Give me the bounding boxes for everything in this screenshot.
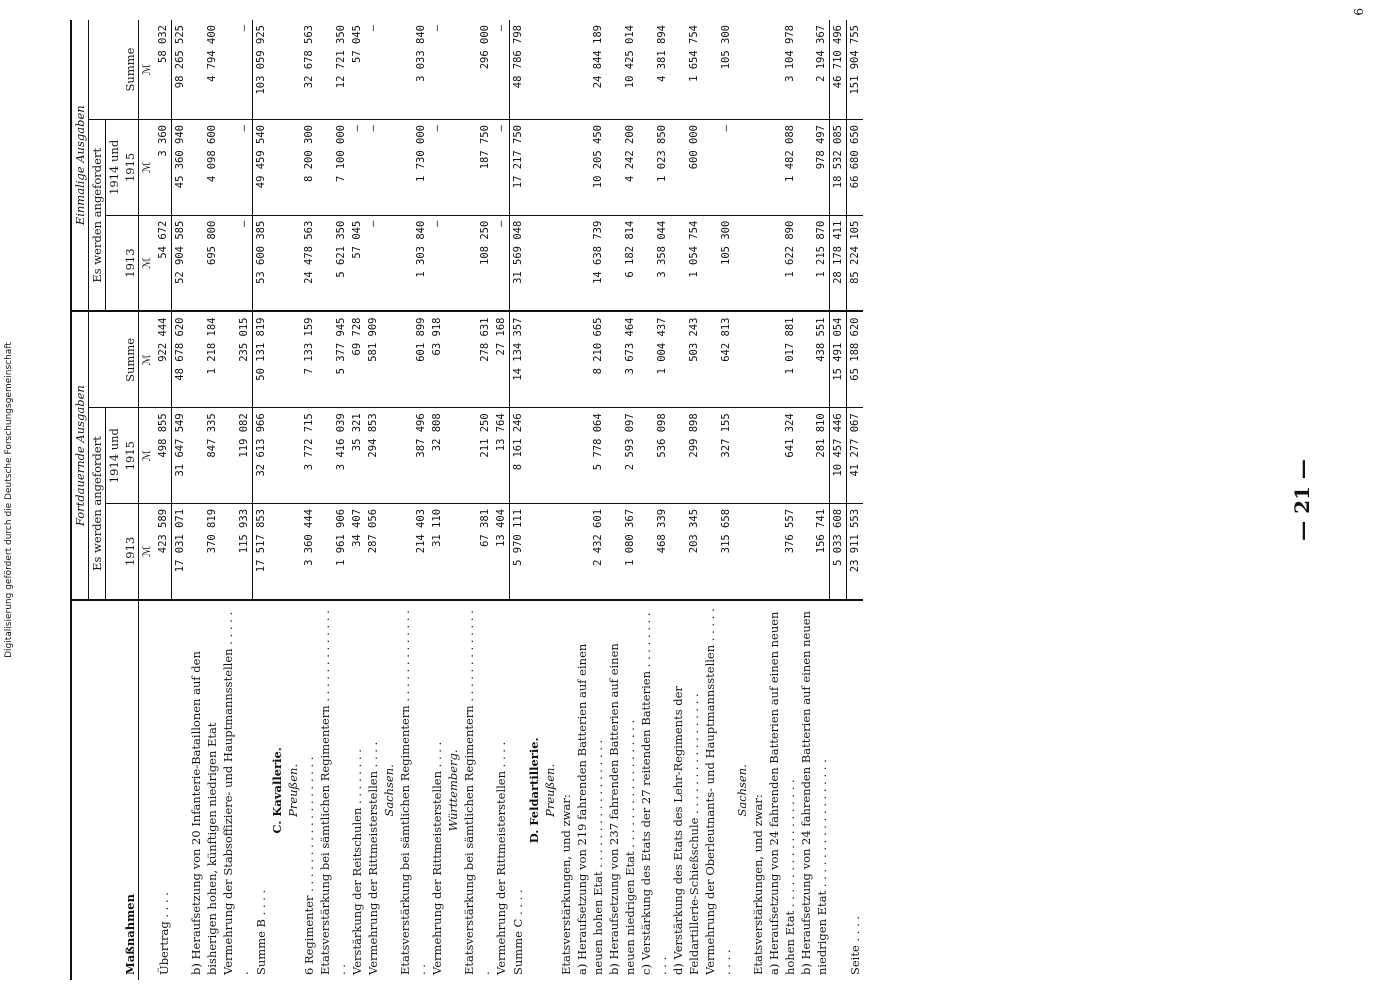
row-value: 18 532 085 bbox=[830, 120, 847, 216]
row-value bbox=[269, 215, 285, 311]
row-value: 601 899 bbox=[397, 312, 429, 408]
row-value: 24 844 189 bbox=[574, 20, 606, 120]
rotated-page bbox=[40, 0, 1366, 1000]
row-value bbox=[445, 20, 461, 120]
row-value: 156 741 bbox=[798, 503, 830, 599]
row-value: 3 033 840 bbox=[397, 20, 429, 120]
row-label: Preußen. bbox=[542, 763, 557, 817]
row-value: — bbox=[493, 215, 510, 311]
row-value: 32 678 563 bbox=[301, 20, 317, 120]
row-label: Übertrag . . . . bbox=[156, 892, 171, 975]
row-value: 69 728 bbox=[349, 312, 365, 408]
table-row bbox=[526, 20, 542, 980]
row-value: 49 459 540 bbox=[252, 120, 269, 216]
row-value bbox=[750, 312, 766, 408]
header-massnahmen: Maßnahmen bbox=[71, 600, 139, 980]
row-value: 34 407 bbox=[349, 503, 365, 599]
row-value bbox=[734, 215, 750, 311]
row-value: 1 654 754 bbox=[670, 20, 702, 120]
row-value: 53 600 385 bbox=[252, 215, 269, 311]
unit-4: ℳ bbox=[139, 215, 156, 311]
table-row bbox=[638, 20, 670, 980]
header-1913-2: 1913 bbox=[106, 215, 139, 311]
row-label: D. Feldartillerie. bbox=[526, 737, 541, 844]
row-value: 50 131 819 bbox=[252, 312, 269, 408]
row-value: 23 911 553 bbox=[847, 503, 864, 599]
row-label: Vermehrung der Rittmeisterstellen . . . . bbox=[365, 741, 380, 975]
row-value: 695 800 bbox=[188, 215, 220, 311]
row-value: 642 813 bbox=[702, 312, 734, 408]
header-1914-2: 1914 und 1915 bbox=[106, 120, 139, 216]
row-value: — bbox=[493, 120, 510, 216]
table-row bbox=[349, 20, 365, 980]
row-value: — bbox=[429, 215, 445, 311]
row-value bbox=[526, 408, 542, 504]
row-value: 1 080 367 bbox=[606, 503, 638, 599]
row-value: 294 853 bbox=[365, 408, 381, 504]
row-value: 3 360 444 bbox=[301, 503, 317, 599]
row-value: 7 100 000 bbox=[317, 120, 349, 216]
row-value: — bbox=[429, 120, 445, 216]
row-value: 45 360 940 bbox=[172, 120, 189, 216]
row-value: — bbox=[365, 120, 381, 216]
row-value bbox=[750, 120, 766, 216]
row-value bbox=[526, 215, 542, 311]
table-row bbox=[285, 20, 301, 980]
row-value: — bbox=[220, 215, 252, 311]
row-value: 214 403 bbox=[397, 503, 429, 599]
row-value: 503 243 bbox=[670, 312, 702, 408]
row-value bbox=[542, 408, 558, 504]
row-value: 468 339 bbox=[638, 503, 670, 599]
row-value: 31 569 048 bbox=[509, 215, 526, 311]
row-value bbox=[381, 20, 397, 120]
row-value bbox=[269, 503, 285, 599]
row-value: — bbox=[365, 215, 381, 311]
table-row bbox=[542, 20, 558, 980]
row-value bbox=[269, 20, 285, 120]
row-value bbox=[445, 408, 461, 504]
row-value: 299 898 bbox=[670, 408, 702, 504]
row-value: 581 909 bbox=[365, 312, 381, 408]
row-value: 105 300 bbox=[702, 20, 734, 120]
row-value: 35 321 bbox=[349, 408, 365, 504]
row-value bbox=[526, 312, 542, 408]
header-einmalige: Einmalige Ausgaben bbox=[71, 20, 89, 312]
row-value: 3 360 bbox=[155, 120, 172, 216]
row-label: Summe B . . . . bbox=[253, 889, 268, 975]
row-value: 54 672 bbox=[155, 215, 172, 311]
row-value: 2 194 367 bbox=[798, 20, 830, 120]
table-row bbox=[670, 20, 702, 980]
row-value bbox=[285, 408, 301, 504]
header-summe-2: Summe bbox=[89, 20, 139, 120]
row-value: 17 217 750 bbox=[509, 120, 526, 216]
row-label: Seite . . . . bbox=[848, 915, 862, 975]
row-label: c) Verstärkung des Etats der 27 reitenden Batterien . . . . . . . . . . . bbox=[638, 612, 669, 975]
row-label: a) Heraufsetzung von 24 fahrenden Batterien auf einen neuen hohen Etat . . . . . . . . . . . . . . . . . . bbox=[766, 611, 797, 975]
row-value: 600 000 bbox=[670, 120, 702, 216]
row-label: Summe C . . . . bbox=[510, 889, 525, 975]
row-label: Etatsverstärkungen, und zwar: bbox=[558, 794, 573, 975]
row-value: 847 335 bbox=[188, 408, 220, 504]
row-value: 498 855 bbox=[155, 408, 172, 504]
row-value bbox=[285, 503, 301, 599]
table-row bbox=[702, 20, 734, 980]
row-value: 57 045 bbox=[349, 20, 365, 120]
row-value: 151 904 755 bbox=[847, 20, 864, 120]
header-1914-1: 1914 und 1915 bbox=[106, 408, 139, 504]
row-value: 2 593 097 bbox=[606, 408, 638, 504]
row-value: 4 098 600 bbox=[188, 120, 220, 216]
row-value: 296 000 bbox=[461, 20, 493, 120]
row-value: 4 242 200 bbox=[606, 120, 638, 216]
unit-1: ℳ bbox=[139, 503, 156, 599]
row-label: Etatsverstärkung bei sämtlichen Regimentern . . . . . . . . . . . . . . . bbox=[397, 610, 428, 975]
row-value bbox=[542, 503, 558, 599]
row-value bbox=[269, 120, 285, 216]
unit-3: ℳ bbox=[139, 312, 156, 408]
row-value: 5 778 064 bbox=[574, 408, 606, 504]
row-value: 67 381 bbox=[461, 503, 493, 599]
row-label: Etatsverstärkungen, und zwar: bbox=[750, 794, 765, 975]
row-value: 31 110 bbox=[429, 503, 445, 599]
row-value: — bbox=[220, 120, 252, 216]
row-value bbox=[558, 120, 574, 216]
row-value: 5 377 945 bbox=[317, 312, 349, 408]
row-value: 13 404 bbox=[493, 503, 510, 599]
row-value: 13 764 bbox=[493, 408, 510, 504]
row-value: 41 277 067 bbox=[847, 408, 864, 504]
table-row bbox=[252, 20, 269, 980]
row-value bbox=[558, 312, 574, 408]
row-value: 376 557 bbox=[766, 503, 798, 599]
row-value bbox=[285, 312, 301, 408]
unit-5: ℳ bbox=[139, 120, 156, 216]
row-value bbox=[750, 503, 766, 599]
row-value bbox=[734, 120, 750, 216]
table-row bbox=[445, 20, 461, 980]
row-value: 1 961 906 bbox=[317, 503, 349, 599]
row-value: 24 478 563 bbox=[301, 215, 317, 311]
row-value: 98 265 525 bbox=[172, 20, 189, 120]
row-value: 1 023 850 bbox=[638, 120, 670, 216]
row-value: 28 178 411 bbox=[830, 215, 847, 311]
row-label: Vermehrung der Stabsoffiziere- und Hauptmannsstellen . . . . . . bbox=[221, 611, 251, 975]
row-value bbox=[734, 408, 750, 504]
row-value bbox=[558, 215, 574, 311]
row-value: 1 622 890 bbox=[766, 215, 798, 311]
row-value: 65 188 620 bbox=[847, 312, 864, 408]
table-row bbox=[269, 20, 285, 980]
table-row bbox=[798, 20, 830, 980]
row-value: 3 104 978 bbox=[766, 20, 798, 120]
row-label: a) Heraufsetzung von 219 fahrenden Batterien auf einen neuen hohen Etat . . . . . . . . . . . . . . . . . . bbox=[574, 643, 605, 975]
row-value: 10 457 446 bbox=[830, 408, 847, 504]
table-row bbox=[847, 20, 864, 980]
table-row bbox=[429, 20, 445, 980]
footer-text: Digitalisierung gefördert durch die Deutsche Forschungsgemeinschaft bbox=[4, 342, 14, 658]
row-value bbox=[734, 312, 750, 408]
row-value: 327 155 bbox=[702, 408, 734, 504]
row-value: 85 224 105 bbox=[847, 215, 864, 311]
row-label: Sachsen. bbox=[381, 764, 396, 817]
row-value: 1 004 437 bbox=[638, 312, 670, 408]
table-row bbox=[188, 20, 220, 980]
row-value: 5 621 350 bbox=[317, 215, 349, 311]
row-label bbox=[172, 600, 189, 980]
sheet-mark: 6 bbox=[1352, 8, 1366, 16]
row-value: 8 200 300 bbox=[301, 120, 317, 216]
row-value: 8 210 665 bbox=[574, 312, 606, 408]
row-label bbox=[830, 600, 847, 980]
row-value: 3 416 039 bbox=[317, 408, 349, 504]
table-row bbox=[301, 20, 317, 980]
row-label: b) Heraufsetzung von 24 fahrenden Batterien auf einen neuen niedrigen Etat . . . . . . . . . . . . . . . . . . bbox=[798, 611, 829, 975]
row-value: 8 161 246 bbox=[509, 408, 526, 504]
row-value: 32 808 bbox=[429, 408, 445, 504]
row-value bbox=[734, 20, 750, 120]
row-label: Etatsverstärkung bei sämtlichen Regimentern . . . . . . . . . . . . . . bbox=[461, 610, 492, 975]
row-value bbox=[750, 408, 766, 504]
row-value: 3 772 715 bbox=[301, 408, 317, 504]
row-value: — bbox=[493, 20, 510, 120]
row-value: — bbox=[429, 20, 445, 120]
row-value: 48 786 798 bbox=[509, 20, 526, 120]
row-value: 922 444 bbox=[155, 312, 172, 408]
row-value bbox=[558, 20, 574, 120]
table-row bbox=[606, 20, 638, 980]
row-value bbox=[445, 120, 461, 216]
row-value bbox=[445, 215, 461, 311]
row-value bbox=[381, 120, 397, 216]
row-value: 281 810 bbox=[798, 408, 830, 504]
header-angefordert-2: Es werden angefordert bbox=[89, 120, 106, 312]
table-row bbox=[155, 20, 172, 980]
row-value bbox=[445, 312, 461, 408]
table-row bbox=[493, 20, 510, 980]
row-value: 5 970 111 bbox=[509, 503, 526, 599]
row-label: C. Kavallerie. bbox=[269, 747, 284, 834]
row-value bbox=[445, 503, 461, 599]
row-value bbox=[750, 215, 766, 311]
header-fortdauernde: Fortdauernde Ausgaben bbox=[71, 312, 89, 600]
row-value: 3 358 044 bbox=[638, 215, 670, 311]
row-value: — bbox=[702, 120, 734, 216]
row-value bbox=[285, 120, 301, 216]
row-value bbox=[526, 20, 542, 120]
row-value: — bbox=[365, 20, 381, 120]
table-row bbox=[172, 20, 189, 980]
row-value: 66 680 650 bbox=[847, 120, 864, 216]
row-value: 6 182 814 bbox=[606, 215, 638, 311]
row-value: 278 631 bbox=[461, 312, 493, 408]
row-value: 17 517 853 bbox=[252, 503, 269, 599]
row-label: b) Heraufsetzung von 20 Infanterie-Bataillonen auf den bisherigen hohen, künftigen niedrigen Etat bbox=[189, 651, 219, 975]
row-value bbox=[381, 503, 397, 599]
row-value: 103 059 925 bbox=[252, 20, 269, 120]
row-value: 15 491 054 bbox=[830, 312, 847, 408]
row-value: 58 032 bbox=[155, 20, 172, 120]
row-value: 536 098 bbox=[638, 408, 670, 504]
row-value: 3 673 464 bbox=[606, 312, 638, 408]
row-value: 4 794 400 bbox=[188, 20, 220, 120]
header-summe-1: Summe bbox=[89, 312, 139, 408]
row-value: 1 054 754 bbox=[670, 215, 702, 311]
row-value: — bbox=[349, 120, 365, 216]
table-row bbox=[750, 20, 766, 980]
table-row bbox=[397, 20, 429, 980]
row-label: d) Verstärkung des Etats des Lehr-Regiments der Feldartillerie-Schießschule . . . . . . . . . . . . . . . . . bbox=[670, 686, 701, 975]
row-value: 115 933 bbox=[220, 503, 252, 599]
row-value bbox=[542, 20, 558, 120]
row-value: 27 168 bbox=[493, 312, 510, 408]
row-value bbox=[285, 20, 301, 120]
row-value bbox=[526, 120, 542, 216]
row-label: Vermehrung der Rittmeisterstellen . . . . bbox=[494, 741, 508, 975]
header-angefordert-1: Es werden angefordert bbox=[89, 408, 106, 600]
row-value: 1 218 184 bbox=[188, 312, 220, 408]
table-row bbox=[734, 20, 750, 980]
table-row bbox=[830, 20, 847, 980]
row-value: 31 647 549 bbox=[172, 408, 189, 504]
table-row bbox=[365, 20, 381, 980]
row-value: 14 134 357 bbox=[509, 312, 526, 408]
table-row bbox=[461, 20, 493, 980]
row-value: 287 056 bbox=[365, 503, 381, 599]
row-value: 641 324 bbox=[766, 408, 798, 504]
row-value: 32 613 966 bbox=[252, 408, 269, 504]
row-value: 108 250 bbox=[461, 215, 493, 311]
table-row bbox=[509, 20, 526, 980]
row-value: 211 250 bbox=[461, 408, 493, 504]
row-value: 46 710 496 bbox=[830, 20, 847, 120]
row-label: Württemberg. bbox=[445, 749, 460, 832]
row-label: b) Heraufsetzung von 237 fahrenden Batterien auf einen neuen niedrigen Etat . . . . . . . . . . . . . . . . . . bbox=[606, 643, 637, 975]
row-value: 315 658 bbox=[702, 503, 734, 599]
row-value: 14 638 739 bbox=[574, 215, 606, 311]
row-value: 423 589 bbox=[155, 503, 172, 599]
row-value: 48 678 620 bbox=[172, 312, 189, 408]
row-value: 4 381 894 bbox=[638, 20, 670, 120]
row-value: 438 551 bbox=[798, 312, 830, 408]
row-value bbox=[558, 503, 574, 599]
row-value: 7 133 159 bbox=[301, 312, 317, 408]
row-value: 57 045 bbox=[349, 215, 365, 311]
row-value: 1 215 870 bbox=[798, 215, 830, 311]
table-row bbox=[558, 20, 574, 980]
table-row bbox=[574, 20, 606, 980]
row-label: 6 Regimenter . . . . . . . . . . . . . . . . . . . bbox=[301, 756, 316, 975]
row-value bbox=[558, 408, 574, 504]
row-value: 1 303 840 bbox=[397, 215, 429, 311]
row-value: 12 721 350 bbox=[317, 20, 349, 120]
row-value: — bbox=[220, 20, 252, 120]
row-value bbox=[269, 312, 285, 408]
row-value bbox=[285, 215, 301, 311]
row-value bbox=[542, 312, 558, 408]
row-value: 105 300 bbox=[702, 215, 734, 311]
row-label: Preußen. bbox=[285, 763, 300, 817]
row-value bbox=[526, 503, 542, 599]
row-label: Vermehrung der Rittmeisterstellen . . . . bbox=[429, 741, 444, 975]
row-label: Etatsverstärkung bei sämtlichen Regimentern . . . . . . . . . . . . . . . bbox=[317, 610, 348, 975]
row-value: 10 205 450 bbox=[574, 120, 606, 216]
table-row bbox=[381, 20, 397, 980]
footer-strip bbox=[0, 0, 30, 1000]
row-label: Verstärkung der Reitschulen . . . . . . . . bbox=[349, 749, 364, 975]
row-value: 63 918 bbox=[429, 312, 445, 408]
table-row bbox=[220, 20, 252, 980]
row-value bbox=[542, 215, 558, 311]
unit-2: ℳ bbox=[139, 408, 156, 504]
row-value bbox=[381, 312, 397, 408]
row-value: 1 482 088 bbox=[766, 120, 798, 216]
row-value bbox=[269, 408, 285, 504]
row-value: 370 819 bbox=[188, 503, 220, 599]
row-value bbox=[750, 20, 766, 120]
row-value bbox=[542, 120, 558, 216]
row-label: Sachsen. bbox=[734, 764, 749, 817]
header-1913-1: 1913 bbox=[106, 503, 139, 599]
row-value: 52 904 585 bbox=[172, 215, 189, 311]
row-value bbox=[381, 408, 397, 504]
row-value: 1 017 881 bbox=[766, 312, 798, 408]
row-value: 17 031 071 bbox=[172, 503, 189, 599]
row-label: Vermehrung der Oberleutnants- und Hauptmannsstellen . . . . . . . . . bbox=[702, 608, 733, 975]
table-row bbox=[317, 20, 349, 980]
row-value bbox=[381, 215, 397, 311]
unit-6: ℳ bbox=[139, 20, 156, 120]
row-value: 187 750 bbox=[461, 120, 493, 216]
table-row bbox=[766, 20, 798, 980]
budget-table bbox=[70, 20, 863, 980]
row-value bbox=[734, 503, 750, 599]
row-value: 235 015 bbox=[220, 312, 252, 408]
row-value: 978 497 bbox=[798, 120, 830, 216]
row-value: 387 496 bbox=[397, 408, 429, 504]
row-value: 5 033 608 bbox=[830, 503, 847, 599]
table-body bbox=[155, 20, 863, 980]
row-value: 2 432 601 bbox=[574, 503, 606, 599]
row-value: 1 730 000 bbox=[397, 120, 429, 216]
row-value: 203 345 bbox=[670, 503, 702, 599]
row-value: 119 082 bbox=[220, 408, 252, 504]
page-number: — 21 — bbox=[1290, 459, 1314, 541]
row-value: 10 425 014 bbox=[606, 20, 638, 120]
